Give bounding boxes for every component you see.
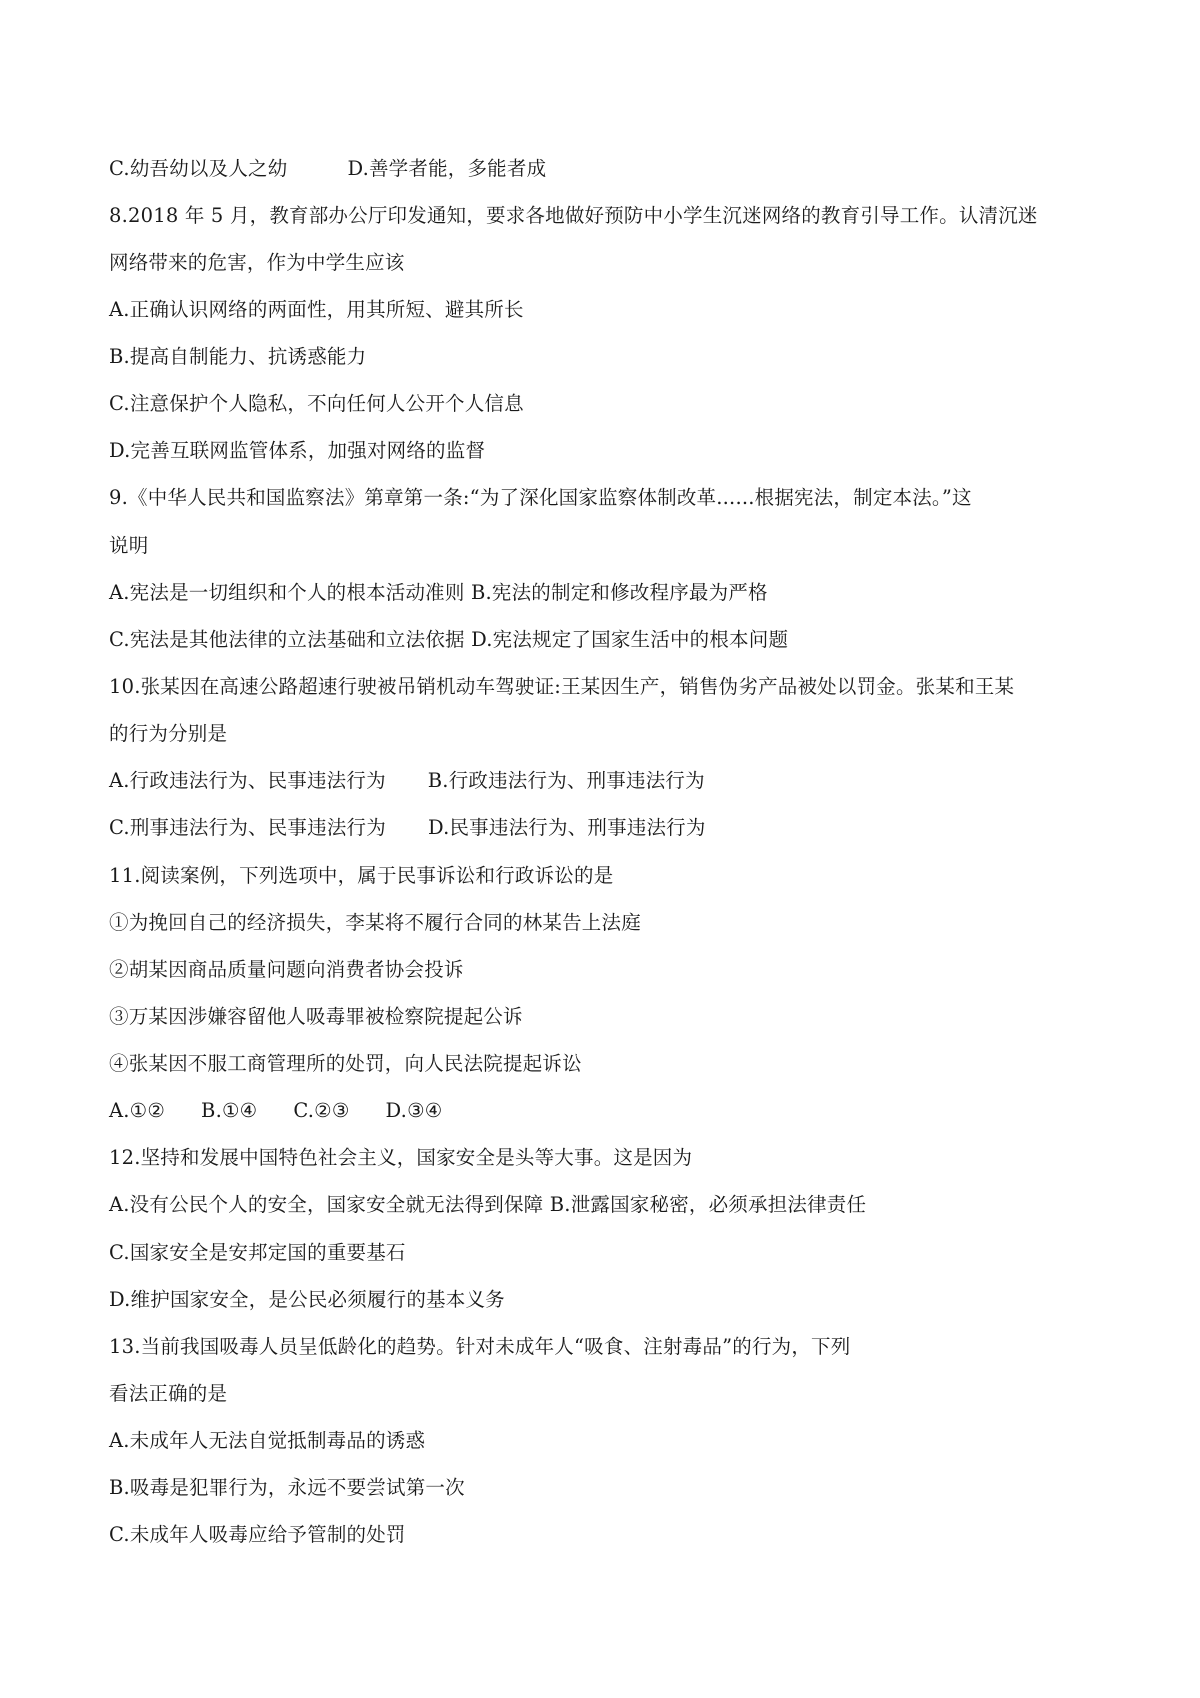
q8-stem-line2: 网络带来的危害，作为中学生应该 <box>109 251 405 274</box>
q13-option-b: B.吸毒是犯罪行为，永远不要尝试第一次 <box>109 1476 465 1499</box>
q7-options-cd <box>109 157 546 181</box>
q10-options-cd <box>109 816 706 840</box>
q12-options-ab: A.没有公民个人的安全，国家安全就无法得到保障 B.泄露国家秘密，必须承担法律责任 <box>109 1193 867 1216</box>
q12-option-d: D.维护国家安全，是公民必须履行的基本义务 <box>109 1288 505 1311</box>
q11-option-a: A.①② <box>109 1099 166 1122</box>
q11-item-1: ①为挽回自己的经济损失，李某将不履行合同的林某告上法庭 <box>109 911 641 934</box>
q10-option-a: A.行政违法行为、民事违法行为 <box>109 769 386 792</box>
q12-option-c: C.国家安全是安邦定国的重要基石 <box>109 1241 406 1264</box>
q11-option-b: B.①④ <box>201 1099 258 1122</box>
q10-stem-line1: 10.张某因在高速公路超速行驶被吊销机动车驾驶证:王某因生产，销售伪劣产品被处以罚金。张某和王某 <box>109 675 1015 698</box>
q10-stem-line2: 的行为分别是 <box>109 722 228 745</box>
q9-options-cd: C.宪法是其他法律的立法基础和立法依据 D.宪法规定了国家生活中的根本问题 <box>109 628 789 651</box>
q11-options <box>109 1099 442 1123</box>
q11-item-3: ③万某因涉嫌容留他人吸毒罪被检察院提起公诉 <box>109 1005 523 1028</box>
q10-option-c: C.刑事违法行为、民事违法行为 <box>109 816 386 839</box>
q7-option-d: D.善学者能，多能者成 <box>347 157 547 180</box>
q11-option-d: D.③④ <box>385 1099 443 1122</box>
q8-option-a: A.正确认识网络的两面性，用其所短、避其所长 <box>109 298 524 321</box>
q13-stem-line2: 看法正确的是 <box>109 1382 228 1405</box>
q8-stem-line1: 8.2018 年 5 月，教育部办公厅印发通知，要求各地做好预防中小学生沉迷网络的教育引导工作。认清沉迷 <box>109 204 1038 227</box>
q9-stem-line2: 说明 <box>109 534 149 557</box>
q11-stem: 11.阅读案例，下列选项中，属于民事诉讼和行政诉讼的是 <box>109 864 614 887</box>
q9-options-ab: A.宪法是一切组织和个人的根本活动准则 B.宪法的制定和修改程序最为严格 <box>109 581 768 604</box>
q11-item-2: ②胡某因商品质量问题向消费者协会投诉 <box>109 958 464 981</box>
q10-option-d: D.民事违法行为、刑事违法行为 <box>427 816 706 839</box>
q13-option-c: C.未成年人吸毒应给予管制的处罚 <box>109 1523 406 1546</box>
q7-option-c: C.幼吾幼以及人之幼 <box>109 157 288 180</box>
q8-option-d: D.完善互联网监管体系，加强对网络的监督 <box>109 439 486 462</box>
q13-stem-line1: 13.当前我国吸毒人员呈低龄化的趋势。针对未成年人“吸食、注射毒品”的行为，下列 <box>109 1335 851 1358</box>
q13-option-a: A.未成年人无法自觉抵制毒品的诱惑 <box>109 1429 426 1452</box>
q9-stem-line1: 9.《中华人民共和国监察法》第章第一条:“为了深化国家监察体制改革......根据宪法，制定本法。”这 <box>109 486 972 509</box>
q11-item-4: ④张某因不服工商管理所的处罚，向人民法院提起诉讼 <box>109 1052 582 1075</box>
q11-option-c: C.②③ <box>293 1099 350 1122</box>
q8-option-c: C.注意保护个人隐私，不向任何人公开个人信息 <box>109 392 524 415</box>
q12-stem: 12.坚持和发展中国特色社会主义，国家安全是头等大事。这是因为 <box>109 1146 693 1169</box>
q10-options-ab <box>109 769 705 793</box>
q10-option-b: B.行政违法行为、刑事违法行为 <box>427 769 705 792</box>
q8-option-b: B.提高自制能力、抗诱惑能力 <box>109 345 367 368</box>
